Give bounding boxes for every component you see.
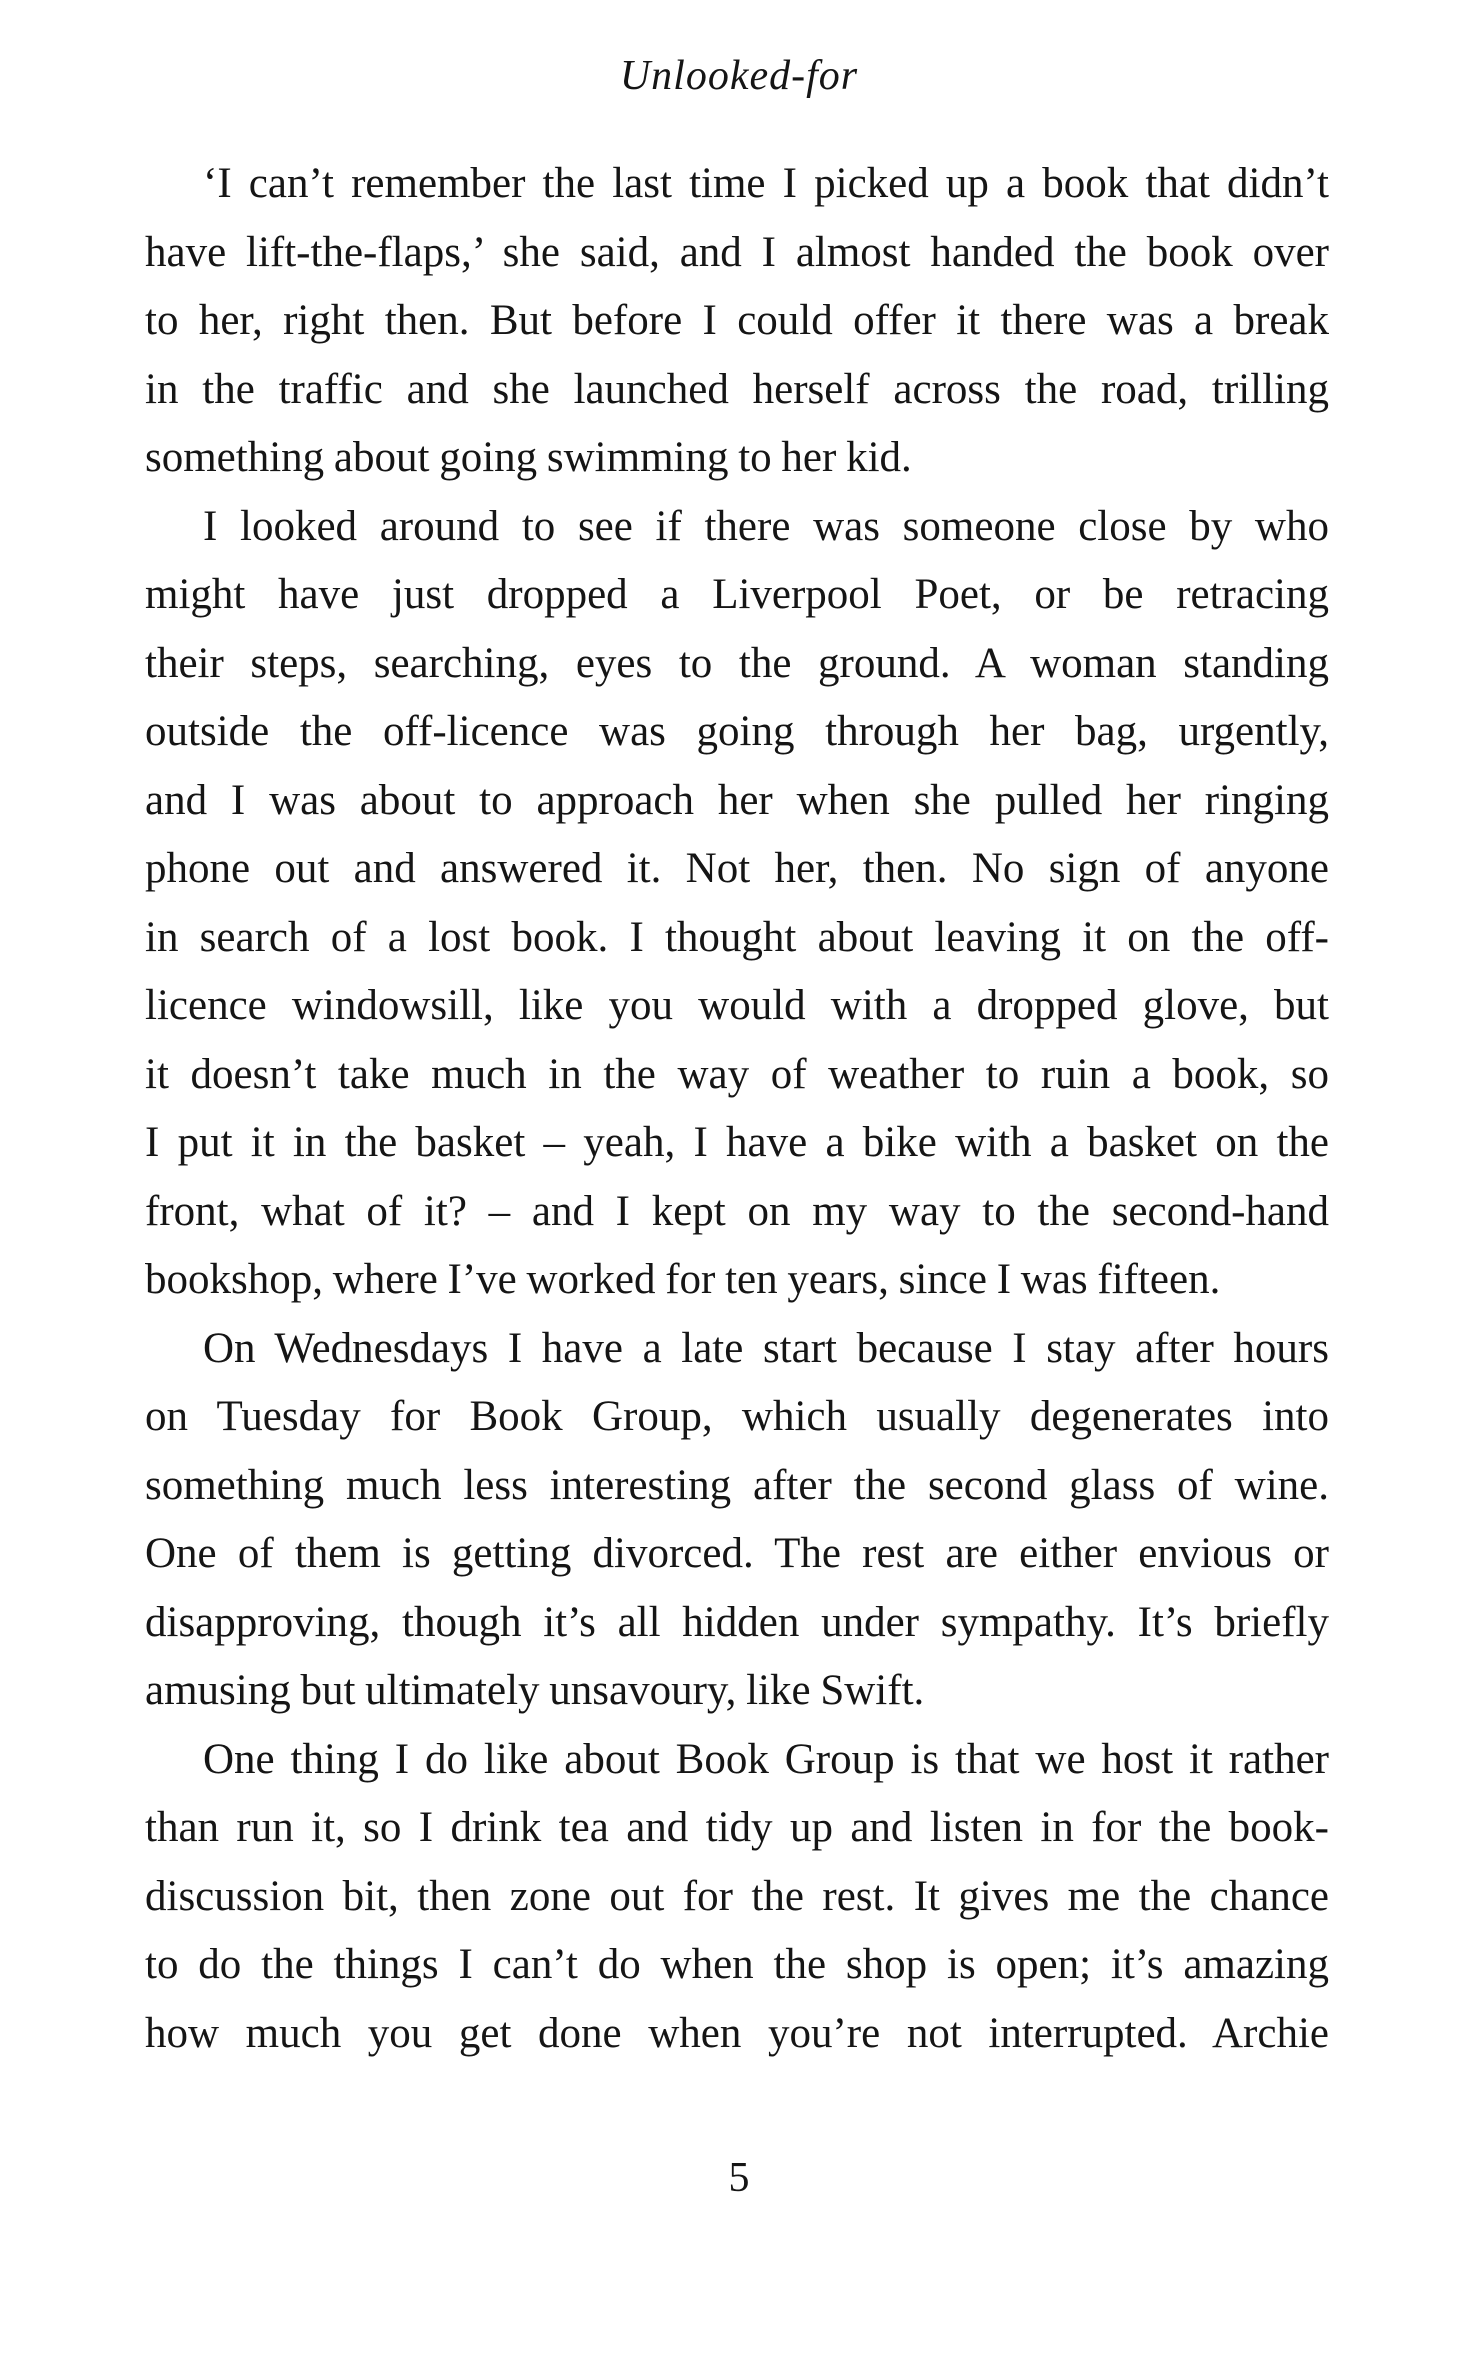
text-line: disapproving, though it’s all hidden under sympathy. It’s briefly: [145, 1598, 1329, 1646]
page-number: 5: [728, 2155, 750, 2201]
text-line: have lift-the-flaps,’ she said, and I almost handed the book over: [145, 228, 1329, 276]
text-line: how much you get done when you’re not interrupted. Archie: [145, 2009, 1329, 2057]
text-line: their steps, searching, eyes to the ground. A woman standing: [145, 639, 1329, 687]
text-line: outside the off-licence was going through her bag, urgently,: [145, 708, 1329, 755]
text-line: On Wednesdays I have a late start because I stay after hours: [203, 1324, 1329, 1372]
text-line: discussion bit, then zone out for the rest. It gives me the chance: [145, 1872, 1329, 1920]
running-head: Unlooked-for: [619, 53, 859, 99]
text-line: One thing I do like about Book Group is that we host it rather: [203, 1735, 1329, 1783]
text-line: something about going swimming to her kid.: [145, 434, 912, 481]
text-line: to her, right then. But before I could offer it there was a break: [145, 297, 1329, 344]
text-line: ‘I can’t remember the last time I picked up a book that didn’t: [203, 160, 1329, 207]
text-line: I looked around to see if there was someone close by who: [203, 502, 1329, 550]
text-line: might have just dropped a Liverpool Poet, or be retracing: [145, 571, 1329, 618]
text-line: something much less interesting after the second glass of wine.: [145, 1461, 1329, 1509]
text-line: I put it in the basket – yeah, I have a bike with a basket on the: [145, 1119, 1329, 1166]
text-line: amusing but ultimately unsavoury, like Swift.: [145, 1667, 925, 1714]
text-line: on Tuesday for Book Group, which usually degenerates into: [145, 1393, 1329, 1440]
text-line: phone out and answered it. Not her, then. No sign of anyone: [145, 845, 1329, 892]
text-line: in search of a lost book. I thought about leaving it on the off-: [145, 913, 1329, 961]
body-text: [145, 150, 1329, 2068]
text-line: to do the things I can’t do when the shop is open; it’s amazing: [145, 1941, 1329, 1988]
text-line: One of them is getting divorced. The rest are either envious or: [145, 1530, 1329, 1577]
text-line: bookshop, where I’ve worked for ten years, since I was fifteen.: [145, 1256, 1221, 1303]
text-line: licence windowsill, like you would with a dropped glove, but: [145, 982, 1329, 1029]
text-line: in the traffic and she launched herself across the road, trilling: [145, 365, 1329, 413]
text-line: and I was about to approach her when she pulled her ringing: [145, 776, 1329, 824]
text-line: than run it, so I drink tea and tidy up and listen in for the book-: [145, 1804, 1329, 1851]
text-line: it doesn’t take much in the way of weather to ruin a book, so: [145, 1050, 1329, 1098]
text-line: front, what of it? – and I kept on my way to the second-hand: [145, 1187, 1329, 1235]
